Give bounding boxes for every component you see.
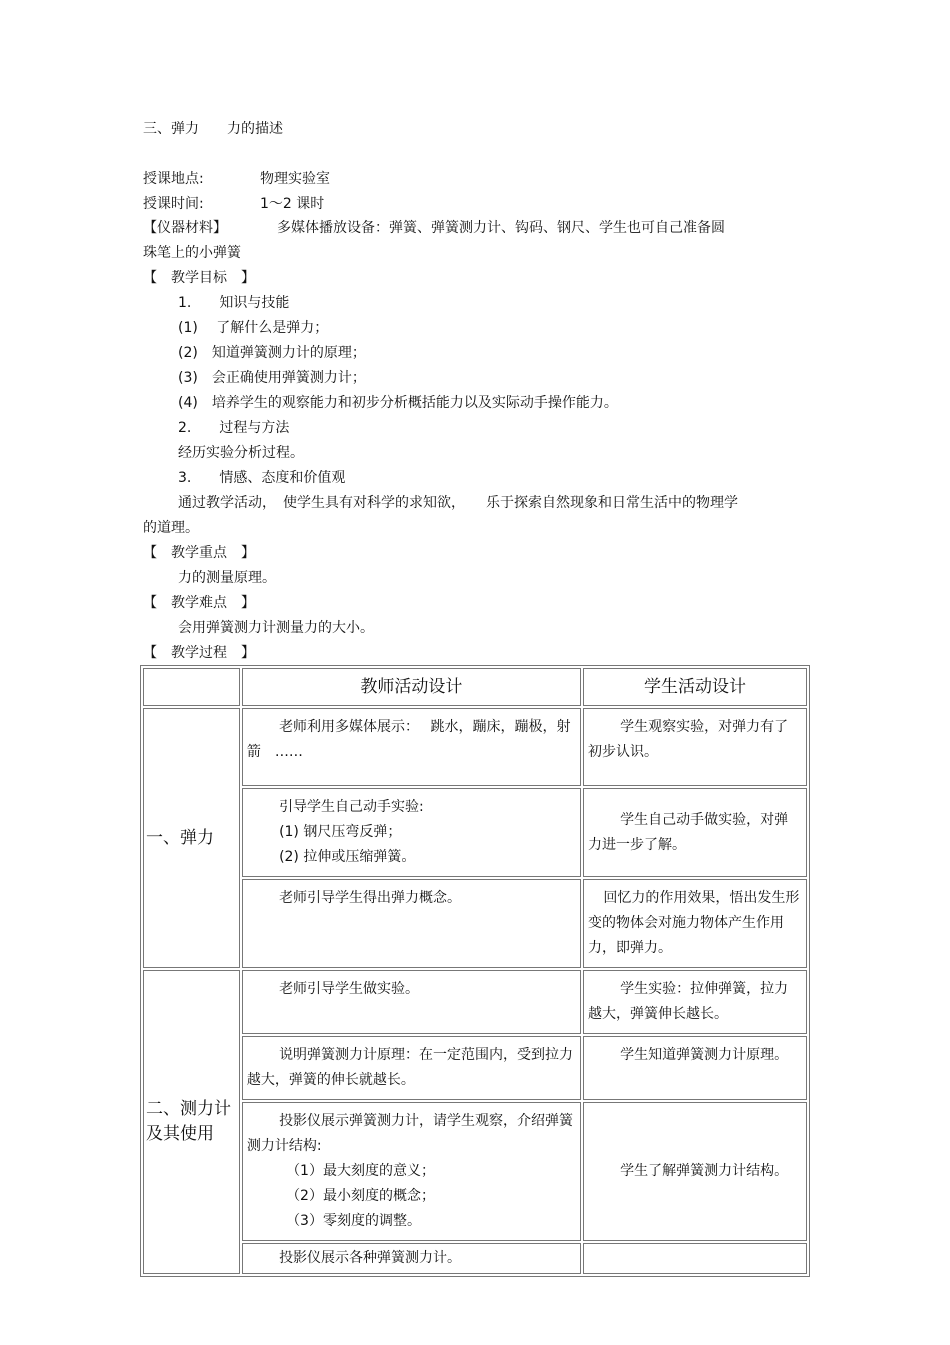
section-title-line: 二、测力计 <box>146 1099 231 1119</box>
teacher-text: 老师引导学生做实验。 <box>279 981 420 997</box>
section-title-line: 及其使用 <box>146 1124 214 1144</box>
goal-3-text-cont: 的道理。 <box>143 520 199 536</box>
teacher-subitem: （3）零刻度的调整。 <box>286 1213 421 1229</box>
location-value: 物理实验室 <box>260 171 330 187</box>
student-text: 回忆力的作用效果，悟出发生形变的物体会对施力物体产生作用力，即弹力。 <box>587 890 800 956</box>
goal-2: 2. 过程与方法 <box>178 420 290 436</box>
goals-heading: 【 教学目标 】 <box>143 270 255 286</box>
table-header-row <box>143 668 807 706</box>
materials-continued: 珠笔上的小弹簧 <box>143 245 241 261</box>
goal-1-item: (1) 了解什么是弹力； <box>178 320 329 336</box>
process-table <box>140 665 810 1277</box>
table-row <box>143 788 807 877</box>
goal-1-item: (2) 知道弹簧测力计的原理； <box>178 345 366 361</box>
table-row <box>143 1036 807 1100</box>
teacher-subitem: (1) 钢尺压弯反弹； <box>279 824 402 840</box>
student-cell <box>583 1102 807 1241</box>
student-cell <box>583 1036 807 1100</box>
goal-3: 3. 情感、态度和价值观 <box>178 470 346 486</box>
student-text: 学生知道弹簧测力计原理。 <box>620 1047 789 1063</box>
student-cell <box>583 879 807 968</box>
teacher-cell <box>242 1102 581 1241</box>
header-teacher: 教师活动设计 <box>242 668 581 706</box>
goal-1-item: (3) 会正确使用弹簧测力计； <box>178 370 366 386</box>
teacher-text: 老师引导学生得出弹力概念。 <box>279 890 462 906</box>
student-text: 学生观察实验，对弹力有了初步认识。 <box>587 719 789 760</box>
goal-2-text: 经历实验分析过程。 <box>178 445 304 461</box>
student-text: 学生了解弹簧测力计结构。 <box>620 1163 789 1179</box>
student-text: 学生自己动手做实验，对弹力进一步了解。 <box>587 811 789 853</box>
student-cell <box>583 708 807 786</box>
teacher-subitem: (2) 拉伸或压缩弹簧。 <box>279 849 416 865</box>
teacher-cell <box>242 1243 581 1274</box>
student-cell <box>583 1243 807 1274</box>
teacher-cell <box>242 708 581 786</box>
teacher-text: 投影仪展示各种弹簧测力计。 <box>279 1250 462 1266</box>
time-label: 授课时间: <box>143 196 204 212</box>
location-label: 授课地点: <box>143 171 204 187</box>
section-force-meter <box>143 970 240 1274</box>
student-cell <box>583 788 807 877</box>
teacher-subitem: （1）最大刻度的意义； <box>286 1163 435 1179</box>
table-row <box>143 1102 807 1241</box>
teacher-cell <box>242 1036 581 1100</box>
student-text: 学生实验：拉伸弹簧，拉力越大，弹簧伸长越长。 <box>587 981 789 1022</box>
goal-1-item: (4) 培养学生的观察能力和初步分析概括能力以及实际动手操作能力。 <box>178 395 618 411</box>
teacher-text: 老师利用多媒体展示： 跳水，蹦床，蹦极，射箭 …… <box>246 719 571 760</box>
goal-3-text: 通过教学活动， 使学生具有对科学的求知欲， 乐于探索自然现象和日常生活中的物理学 <box>178 495 738 511</box>
time-value: 1～2 课时 <box>260 196 325 212</box>
difficulty-text: 会用弹簧测力计测量力的大小。 <box>178 620 374 636</box>
key-heading: 【 教学重点 】 <box>143 545 255 561</box>
materials-value: 多媒体播放设备：弹簧、弹簧测力计、钩码、钢尺、学生也可自己准备圆 <box>277 220 725 236</box>
teacher-cell <box>242 879 581 968</box>
process-heading: 【 教学过程 】 <box>143 645 255 661</box>
teacher-cell <box>242 788 581 877</box>
section-elastic-force: 一、弹力 <box>143 708 240 968</box>
goal-1: 1. 知识与技能 <box>178 295 290 311</box>
teacher-subitem: （2）最小刻度的概念； <box>286 1188 435 1204</box>
difficulty-heading: 【 教学难点 】 <box>143 595 255 611</box>
table-row <box>143 708 807 786</box>
teacher-cell <box>242 970 581 1034</box>
table-row <box>143 970 807 1034</box>
teacher-text: 投影仪展示弹簧测力计，请学生观察，介绍弹簧测力计结构: <box>246 1113 574 1154</box>
student-cell <box>583 970 807 1034</box>
key-text: 力的测量原理。 <box>178 570 276 586</box>
page-title: 三、弹力 力的描述 <box>143 121 283 137</box>
teacher-text: 引导学生自己动手实验: <box>279 799 424 815</box>
header-student: 学生活动设计 <box>583 668 807 706</box>
header-empty-cell <box>143 668 240 706</box>
table-row <box>143 879 807 968</box>
table-row <box>143 1243 807 1274</box>
materials-label: 【仪器材料】 <box>143 220 227 236</box>
teacher-text: 说明弹簧测力计原理：在一定范围内，受到拉力越大，弹簧的伸长就越长。 <box>246 1047 574 1088</box>
